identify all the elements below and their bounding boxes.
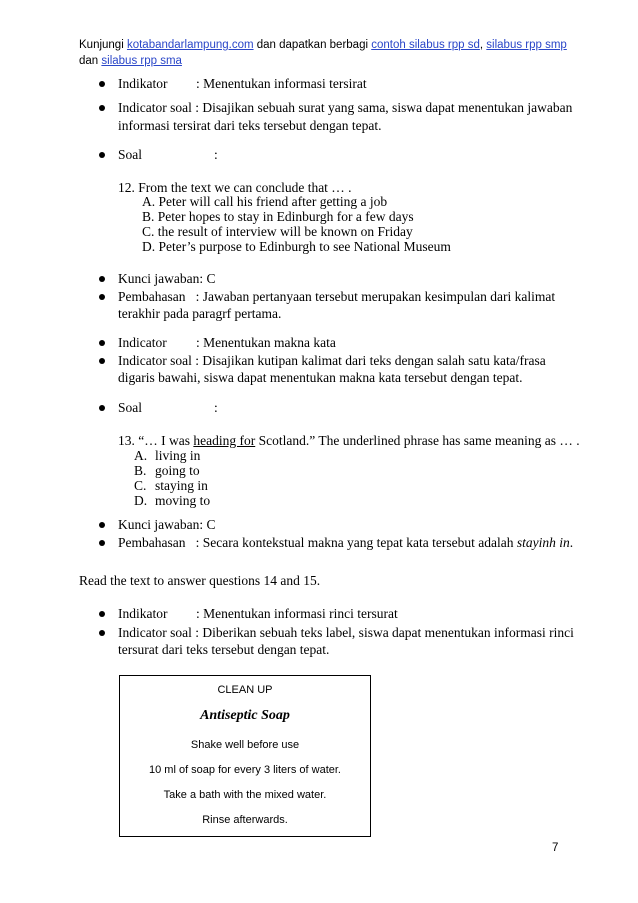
indikator-line bbox=[118, 75, 367, 93]
soal-line bbox=[118, 399, 218, 417]
bullet bbox=[99, 611, 105, 617]
indicator-line bbox=[118, 334, 336, 352]
option-letter: C. bbox=[134, 478, 147, 493]
pembahasan-label: Pembahasan bbox=[118, 535, 186, 550]
option-c: C. the result of interview will be known on Friday bbox=[142, 224, 413, 239]
bullet bbox=[99, 105, 105, 111]
bullet bbox=[99, 152, 105, 158]
label-title: CLEAN UP bbox=[217, 684, 273, 696]
option-b: B. Peter hopes to stay in Edinburgh for a few days bbox=[142, 209, 414, 224]
bullet bbox=[99, 540, 105, 546]
option-text: moving to bbox=[155, 493, 211, 508]
bullet bbox=[99, 630, 105, 636]
indicator-soal-label: Indicator soal bbox=[118, 100, 192, 115]
option-letter: D. bbox=[134, 493, 148, 508]
option-d bbox=[134, 492, 210, 510]
question-13-part2: Scotland.” The underlined phrase has same meaning as … . bbox=[255, 433, 580, 448]
indicator-soal-line bbox=[118, 624, 574, 642]
bullet bbox=[99, 294, 105, 300]
question-12: 12. From the text we can conclude that … . bbox=[118, 180, 352, 195]
pembahasan-line bbox=[118, 534, 573, 552]
indicator-soal-label: Indicator soal bbox=[118, 353, 192, 368]
pembahasan-text-cont: terakhir pada paragrf pertama. bbox=[118, 306, 282, 321]
pembahasan-label: Pembahasan bbox=[118, 289, 186, 304]
kunci-jawaban: Kunci jawaban: C bbox=[118, 271, 216, 286]
indicator-soal-line bbox=[118, 99, 572, 117]
option-a: A. Peter will call his friend after getting a job bbox=[142, 194, 388, 209]
kunci-jawaban: Kunci jawaban: C bbox=[118, 517, 216, 532]
soal-colon: : bbox=[214, 147, 218, 162]
link-kotabandarlampung[interactable]: kotabandarlampung.com bbox=[126, 39, 254, 51]
option-text: living in bbox=[155, 448, 201, 463]
soal-label: Soal bbox=[118, 147, 143, 162]
label-line-2: 10 ml of soap for every 3 liters of water. bbox=[149, 764, 341, 776]
underlined-phrase: heading for bbox=[193, 433, 256, 448]
bullet bbox=[99, 81, 105, 87]
header-text-1: Kunjungi bbox=[79, 39, 127, 51]
indikator-text: : Menentukan informasi rinci tersurat bbox=[196, 606, 398, 621]
pembahasan-italic: stayinh in bbox=[516, 535, 570, 550]
indicator-label: Indicator bbox=[118, 335, 167, 350]
pembahasan-line bbox=[118, 288, 555, 306]
label-product-name: Antiseptic Soap bbox=[200, 708, 290, 723]
indicator-soal-text: : Disajikan sebuah surat yang sama, siswa dapat menentukan jawaban bbox=[195, 100, 573, 115]
indicator-soal-text-cont: tersurat dari teks tersebut dengan tepat. bbox=[118, 642, 330, 657]
indicator-soal-text-cont: informasi tersirat dari teks tersebut dengan tepat. bbox=[118, 118, 382, 133]
pembahasan-text: : Secara kontekstual makna yang tepat kata tersebut adalah bbox=[195, 535, 517, 550]
bullet bbox=[99, 276, 105, 282]
label-line-3: Take a bath with the mixed water. bbox=[163, 789, 327, 801]
indicator-text: : Menentukan makna kata bbox=[196, 335, 336, 350]
indikator-text: : Menentukan informasi tersirat bbox=[196, 76, 367, 91]
indicator-soal-text: : Diberikan sebuah teks label, siswa dapat menentukan informasi rinci bbox=[195, 625, 574, 640]
indicator-soal-text-cont: digaris bawahi, siswa dapat menentukan makna kata tersebut dengan tepat. bbox=[118, 370, 523, 385]
link-silabus-rpp-smp[interactable]: silabus rpp smp bbox=[486, 39, 567, 51]
indicator-soal-text: : Disajikan kutipan kalimat dari teks dengan salah satu kata/frasa bbox=[195, 353, 546, 368]
label-box bbox=[119, 675, 371, 837]
link-silabus-rpp-sma[interactable]: silabus rpp sma bbox=[101, 55, 182, 67]
header-text-4: dan bbox=[79, 55, 102, 67]
option-text: staying in bbox=[155, 478, 208, 493]
option-d: D. Peter’s purpose to Edinburgh to see National Museum bbox=[142, 239, 451, 254]
link-contoh-silabus-rpp-sd[interactable]: contoh silabus rpp sd bbox=[371, 39, 480, 51]
bullet bbox=[99, 405, 105, 411]
indikator-label: Indikator bbox=[118, 606, 168, 621]
option-letter: B. bbox=[134, 463, 147, 478]
indicator-soal-label: Indicator soal bbox=[118, 625, 192, 640]
page-header bbox=[79, 37, 579, 69]
pembahasan-end: . bbox=[569, 535, 574, 550]
soal-line bbox=[118, 146, 218, 164]
question-13-part1: 13. “… I was bbox=[118, 433, 194, 448]
option-letter: A. bbox=[134, 448, 148, 463]
bullet bbox=[99, 522, 105, 528]
header-text-2: dan dapatkan berbagi bbox=[253, 39, 372, 51]
soal-label: Soal bbox=[118, 400, 143, 415]
pembahasan-text: : Jawaban pertanyaan tersebut merupakan kesimpulan dari kalimat bbox=[195, 289, 556, 304]
page-number: 7 bbox=[552, 842, 559, 854]
label-line-4: Rinse afterwards. bbox=[202, 814, 288, 826]
header-text-3: , bbox=[479, 39, 487, 51]
option-text: going to bbox=[155, 463, 200, 478]
indikator-label: Indikator bbox=[118, 76, 168, 91]
indikator-line bbox=[118, 605, 398, 623]
indicator-soal-line bbox=[118, 352, 546, 370]
label-line-1: Shake well before use bbox=[190, 739, 300, 751]
bullet bbox=[99, 358, 105, 364]
soal-colon: : bbox=[214, 400, 218, 415]
read-text-instruction: Read the text to answer questions 14 and 15. bbox=[79, 573, 321, 588]
bullet bbox=[99, 340, 105, 346]
